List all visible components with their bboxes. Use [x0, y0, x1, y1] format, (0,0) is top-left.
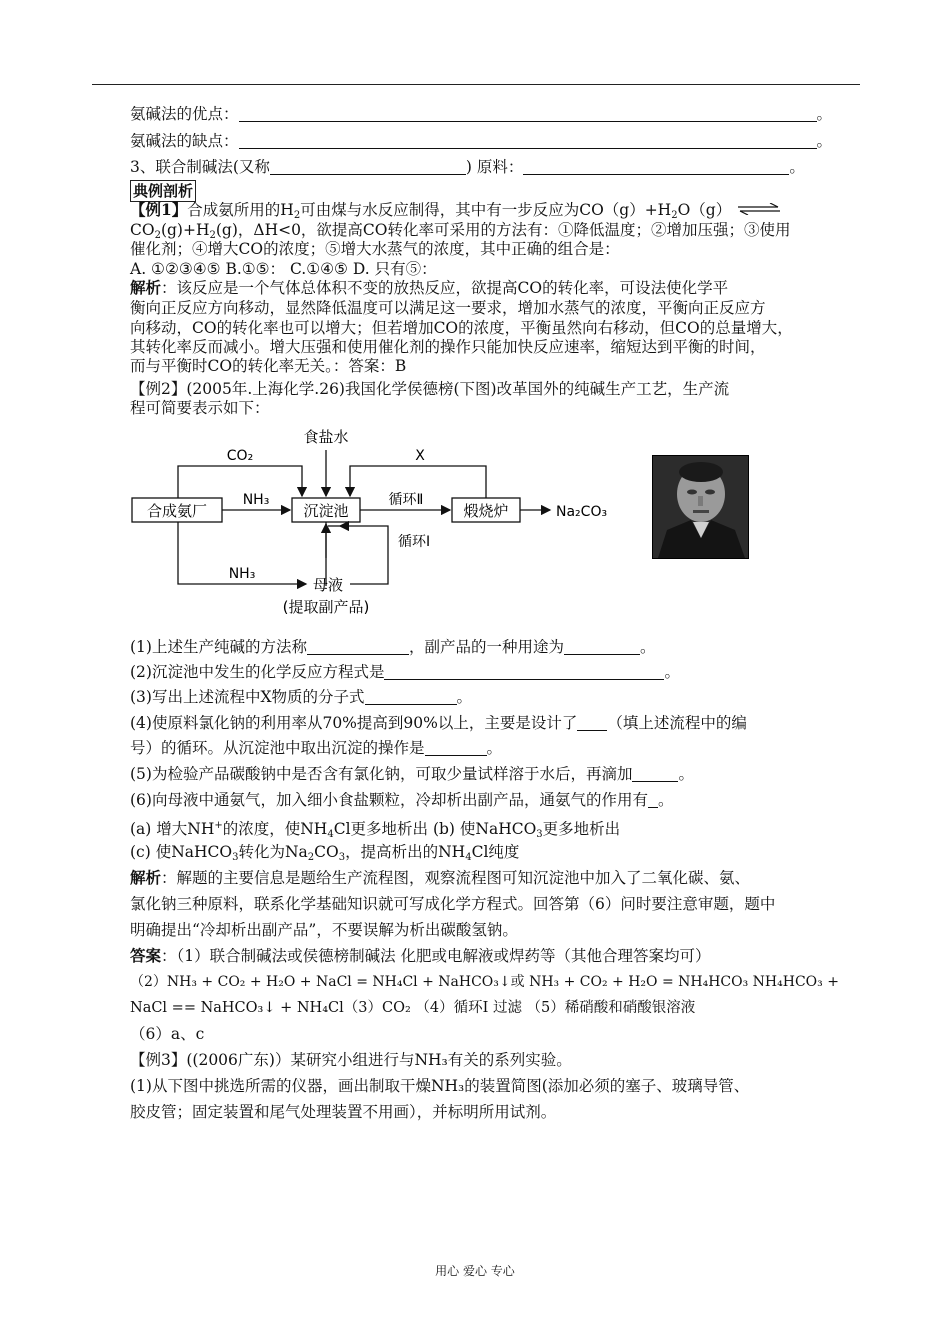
example1-analysis-line4: 其转化率反而减小。增大压强和使用催化剂的操作只能加快反应速率，缩短达到平衡的时间，	[130, 338, 766, 356]
cycle1-label: 循环I	[398, 534, 431, 550]
example2-analysis-line1: 解析：解题的主要信息是题给生产流程图，观察流程图可知沉淀池中加入了二氧化碳、氨、	[130, 868, 751, 887]
nh3-bottom-label: NH₃	[228, 566, 256, 582]
co2-label: CO₂	[226, 448, 254, 464]
q4-operation-blank[interactable]	[425, 739, 487, 756]
ammonia-soda-advantage-line: 氨碱法的优点： 。	[130, 105, 833, 123]
nh3-top-label: NH₃	[242, 492, 270, 508]
example1-analysis-line3: 向移动，CO的转化率也可以增大；但若增加CO的浓度，平衡虽然向右移动，但CO的总量增大，	[130, 319, 793, 337]
example2-analysis-line3: 明确提出“冷却析出副产品”，不要误解为析出碳酸氢钠。	[130, 921, 518, 939]
example1-line3: 催化剂；④增大CO的浓度；⑤增大水蒸气的浓度，其中正确的组合是：	[130, 240, 620, 258]
q3-formula-blank[interactable]	[365, 688, 457, 705]
question4-line2: 号）的循环。从沉淀池中取出沉淀的操作是 。	[130, 739, 503, 757]
example2-line1: 【例2】(2005年.上海化学.26)我国化学侯德榜(下图)改革国外的纯碱生产工艺，生产流	[130, 380, 730, 398]
ammonia-soda-disadvantage-line: 氨碱法的缺点： 。	[130, 132, 833, 150]
equilibrium-arrow-icon	[736, 203, 782, 215]
example2-answer-line3: NaCl == NaHCO₃↓ + NH₄Cl（3）CO₂ （4）循环I 过滤 （5）稀硝酸和硝酸银溶液	[130, 1000, 696, 1016]
question2: (2)沉淀池中发生的化学反应方程式是 。	[130, 663, 680, 681]
example1-line1: 【例1】合成氨所用的$H_2$可由煤与水反应制得，其中有一步反应为$CO(g)+H_2O(g)$	[130, 200, 782, 226]
x-label: X	[415, 448, 425, 464]
disadvantage-blank[interactable]	[239, 132, 817, 149]
question6-options-ab: (a) 增大NH+的浓度，使$NH_4Cl$更多地析出 (b) 使NaHCO$_3$更多地析出	[130, 820, 621, 840]
q5-reagent-blank[interactable]	[632, 765, 678, 782]
example2-answer-line2: （2）NH₃ + CO₂ + H₂O + NaCl = NH₄Cl + NaHCO₃↓或 NH₃ + CO₂ + H₂O = NH₄HCO₃ NH₄HCO₃ +	[130, 974, 839, 990]
example2-answer-line1: 答案：（1）联合制碱法或侯德榜制碱法 化肥或电解液或焊药等（其他合理答案均可）	[130, 946, 711, 965]
salt-water-label: 食盐水	[303, 428, 349, 446]
question4-line1: (4)使原料氯化钠的利用率从70%提高到90%以上，主要是设计了 （填上述流程中的编	[130, 714, 747, 732]
question1: (1)上述生产纯碱的方法称 ，副产品的一种用途为 。	[130, 638, 656, 656]
advantage-blank[interactable]	[239, 105, 817, 122]
example2-answer-line4: （6）a、c	[130, 1025, 205, 1043]
example1-analysis-line5: 而与平衡时CO的转化率无关。：答案：B	[130, 357, 407, 375]
question3: (3)写出上述流程中X物质的分子式 。	[130, 688, 473, 706]
mother-liquor-label: 母液	[312, 576, 344, 594]
q1-use-blank[interactable]	[564, 638, 640, 655]
product-label: Na₂CO₃	[556, 504, 608, 520]
example3-line2: (1)从下图中挑选所需的仪器，画出制取干燥NH₃的装置简图(添加必须的塞子、玻璃导管、	[130, 1077, 750, 1095]
pool-label: 沉淀池	[303, 502, 349, 520]
q4-cycle-blank[interactable]	[577, 714, 607, 731]
header-rule	[92, 84, 860, 85]
example1-line2: $CO_2(g)+H_2(g)$，ΔH<0，欲提高CO转化率可采用的方法有：①降低温度；②增加压强；③使用	[130, 221, 791, 241]
example1-analysis-line2: 衡向正反应方向移动，显然降低温度可以满足这一要求，增加水蒸气的浓度，平衡向正反应方	[130, 299, 766, 317]
example1-analysis-line1: 解析：该反应是一个气体总体积不变的放热反应，欲提高CO的转化率，可设法使化学平	[130, 278, 729, 297]
soda-process-flow-diagram	[130, 418, 640, 618]
example2-line2: 程可简要表示如下：	[130, 399, 270, 417]
joint-soda-name-blank[interactable]	[270, 158, 466, 175]
question5: (5)为检验产品碳酸钠中是否含有氯化钠，可取少量试样溶于水后，再滴加 。	[130, 765, 694, 783]
example3-line3: 胶皮管；固定装置和尾气处理装置不用画），并标明所用试剂。	[130, 1103, 557, 1121]
q2-equation-blank[interactable]	[384, 663, 664, 680]
cycle2-label: 循环Ⅱ	[388, 492, 424, 508]
example1-options: A. ①②③④⑤ B.①⑤： C.①④⑤ D. 只有⑤：	[130, 260, 437, 278]
question6: (6)向母液中通氨气，加入细小食盐颗粒，冷却析出副产品，通氨气的作用有 。	[130, 791, 674, 809]
q6-effect-blank[interactable]	[648, 791, 658, 808]
portrait-photo	[652, 455, 749, 559]
example3-line1: 【例3】((2006广东)）某研究小组进行与NH₃有关的系列实验。	[130, 1051, 572, 1069]
question6-option-c: (c) 使NaHCO$_3$转化为$Na_2CO_3$，提高析出的$NH_4Cl$纯度	[130, 843, 520, 863]
page-footer: 用心 爱心 专心	[435, 1264, 515, 1278]
section-heading: 典例剖析	[130, 180, 196, 202]
byproduct-label: (提取副产品)	[282, 598, 370, 616]
example2-analysis-line2: 氯化钠三种原料，联系化学基础知识就可写成化学方程式。回答第（6）问时要注意审题，题中	[130, 895, 776, 913]
ammonia-plant-label: 合成氨厂	[146, 502, 208, 520]
furnace-label: 煅烧炉	[463, 502, 509, 520]
joint-soda-line: 3、联合制碱法(又称 ) 原料： 。	[130, 158, 805, 176]
raw-material-blank[interactable]	[523, 158, 789, 175]
q1-method-blank[interactable]	[307, 638, 409, 655]
